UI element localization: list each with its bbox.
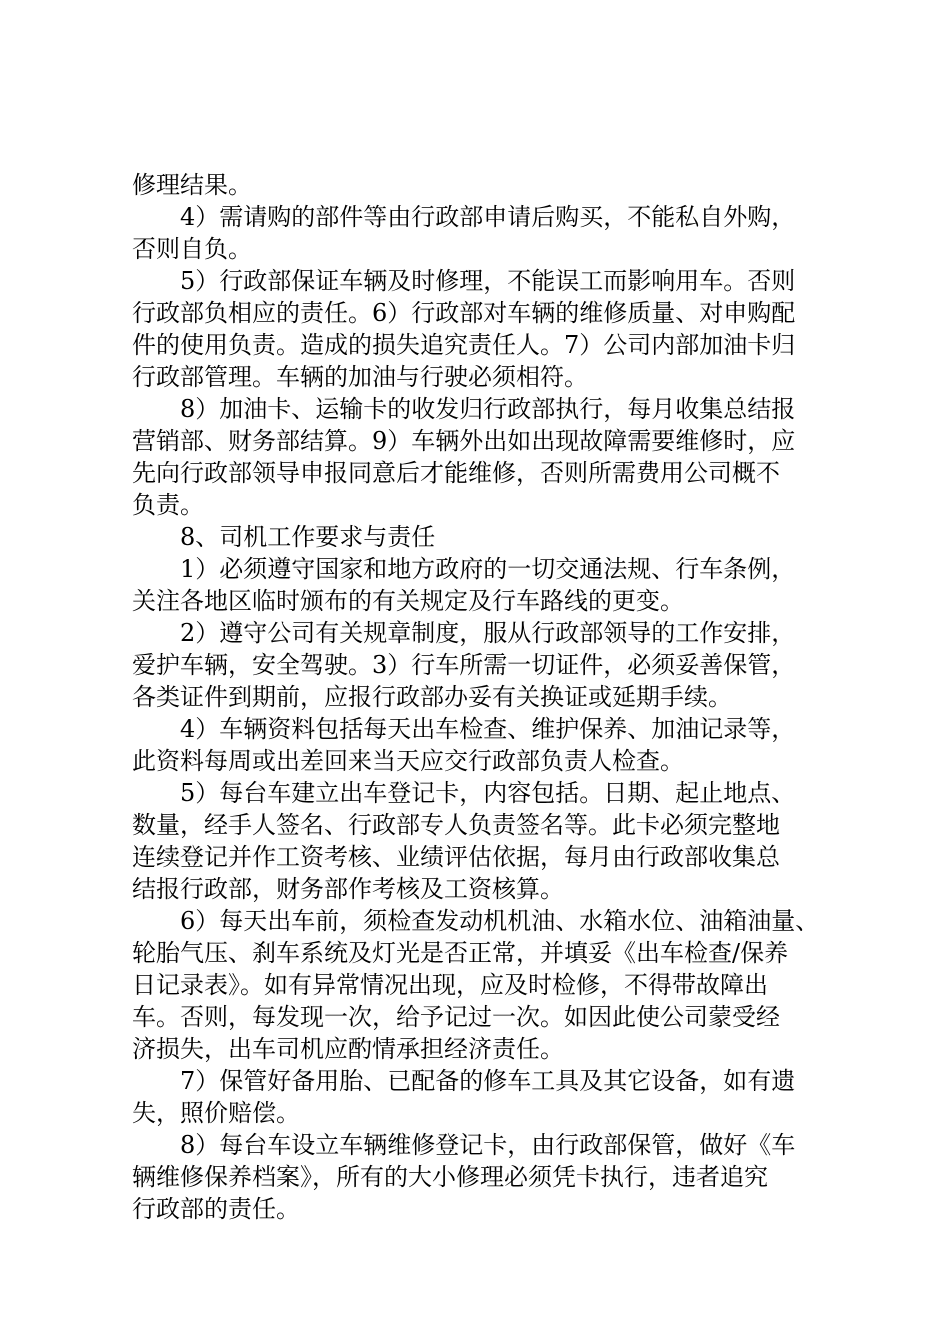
text-line: 8）加油卡、运输卡的收发归行政部执行，每月收集总结报 <box>132 395 796 423</box>
text-line: 件的使用负责。造成的损失追究责任人。7）公司内部加油卡归 <box>132 331 796 359</box>
text-line: 营销部、财务部结算。9）车辆外出如出现故障需要维修时，应 <box>132 427 796 455</box>
text-line: 济损失，出车司机应酌情承担经济责任。 <box>132 1035 564 1063</box>
text-line: 日记录表》。如有异常情况出现，应及时检修，不得带故障出 <box>132 971 768 999</box>
text-line: 行政部负相应的责任。6）行政部对车辆的维修质量、对申购配 <box>132 299 796 327</box>
text-line: 负责。 <box>132 491 204 519</box>
text-line: 5）每台车建立出车登记卡，内容包括。日期、起止地点、 <box>132 779 796 807</box>
text-line: 4）需请购的部件等由行政部申请后购买，不能私自外购， <box>132 203 796 231</box>
text-line: 7）保管好备用胎、已配备的修车工具及其它设备，如有遗 <box>132 1067 796 1095</box>
text-line: 轮胎气压、刹车系统及灯光是否正常，并填妥《出车检查/保养 <box>132 939 789 967</box>
text-line: 修理结果。 <box>132 171 252 199</box>
text-line: 2）遵守公司有关规章制度，服从行政部领导的工作安排， <box>132 619 796 647</box>
text-line: 4）车辆资料包括每天出车检查、维护保养、加油记录等， <box>132 715 796 743</box>
text-line: 关注各地区临时颁布的有关规定及行车路线的更变。 <box>132 587 684 615</box>
text-line: 先向行政部领导申报同意后才能维修，否则所需费用公司概不 <box>132 459 780 487</box>
text-line: 否则自负。 <box>132 235 252 263</box>
text-line: 车。否则，每发现一次，给予记过一次。如因此使公司蒙受经 <box>132 1003 780 1031</box>
text-line: 数量，经手人签名、行政部专人负责签名等。此卡必须完整地 <box>132 811 780 839</box>
text-line: 爱护车辆，安全驾驶。3）行车所需一切证件，必须妥善保管， <box>132 651 796 679</box>
text-line: 各类证件到期前，应报行政部办妥有关换证或延期手续。 <box>132 683 732 711</box>
text-line: 5）行政部保证车辆及时修理，不能误工而影响用车。否则 <box>132 267 796 295</box>
text-line: 失，照价赔偿。 <box>132 1099 300 1127</box>
text-line: 1）必须遵守国家和地方政府的一切交通法规、行车条例， <box>132 555 796 583</box>
text-line: 辆维修保养档案》，所有的大小修理必须凭卡执行，违者追究 <box>132 1163 768 1191</box>
text-line: 8）每台车设立车辆维修登记卡，由行政部保管，做好《车 <box>132 1131 796 1159</box>
section-heading: 8、司机工作要求与责任 <box>132 523 436 551</box>
text-line: 行政部的责任。 <box>132 1195 300 1223</box>
text-line: 结报行政部，财务部作考核及工资核算。 <box>132 875 564 903</box>
text-line: 此资料每周或出差回来当天应交行政部负责人检查。 <box>132 747 684 775</box>
text-line: 行政部管理。车辆的加油与行驶必须相符。 <box>132 363 588 391</box>
text-line: 6）每天出车前，须检查发动机机油、水箱水位、油箱油量、 <box>132 907 820 935</box>
text-line: 连续登记并作工资考核、业绩评估依据，每月由行政部收集总 <box>132 843 780 871</box>
